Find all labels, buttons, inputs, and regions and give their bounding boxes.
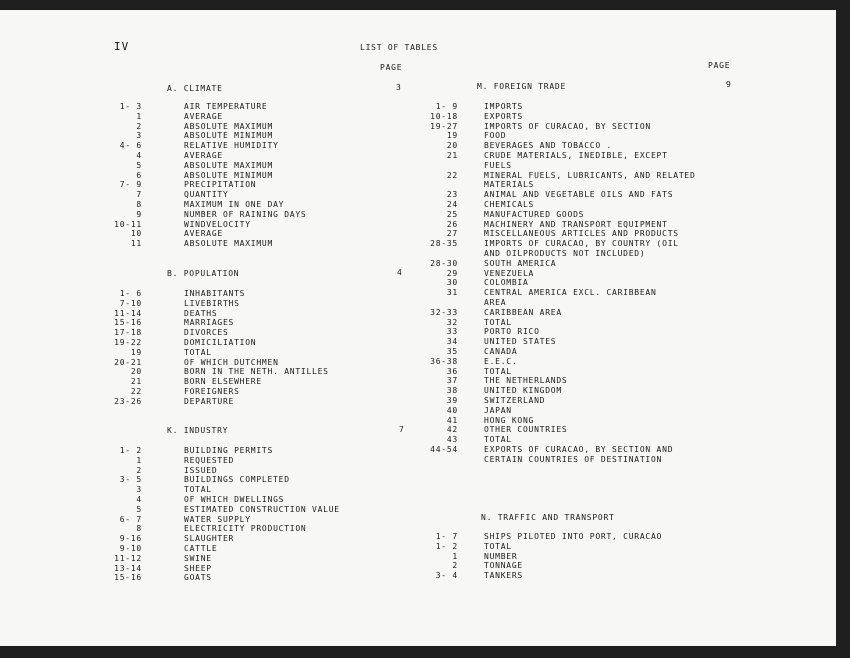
table-list-row (60, 112, 380, 122)
table-number: 2 (136, 121, 142, 131)
table-list-row (398, 298, 738, 308)
table-title: GOATS (184, 573, 212, 583)
table-title: WINDVELOCITY (184, 219, 251, 229)
table-list-row (398, 571, 738, 581)
table-number: 25 (446, 209, 458, 219)
table-title: ABSOLUTE MINIMUM (184, 131, 274, 141)
table-list-row (398, 269, 738, 279)
table-number: 5 (136, 160, 142, 170)
table-number: 35 (446, 346, 458, 356)
table-title: CHEMICALS (484, 199, 535, 209)
table-list-row (60, 495, 380, 505)
table-list-row (398, 249, 738, 259)
table-number: 40 (446, 405, 458, 415)
table-title: ABSOLUTE MAXIMUM (184, 121, 274, 131)
table-title: MINERAL FUELS, LUBRICANTS, AND RELATED (484, 170, 696, 180)
section-heading-traffic: N. TRAFFIC AND TRANSPORT (481, 513, 615, 522)
table-title: AREA (484, 297, 507, 307)
table-title: CARIBBEAN AREA (484, 307, 562, 317)
table-title: DOMICILIATION (184, 337, 257, 347)
table-list-row (60, 387, 380, 397)
table-number: 32-33 (430, 307, 458, 317)
table-title: NUMBER (484, 551, 518, 561)
table-number: 1- 3 (119, 102, 142, 111)
table-list-row (60, 180, 380, 190)
table-title: E.E.C. (484, 356, 518, 366)
table-number: 19-27 (430, 121, 458, 131)
table-title: DEATHS (184, 308, 218, 318)
table-title: LIVEBIRTHS (184, 298, 240, 308)
table-title: HONG KONG (484, 415, 535, 425)
table-title: TOTAL (484, 435, 512, 445)
table-number: 15-16 (114, 573, 142, 583)
table-title: WATER SUPPLY (184, 514, 251, 524)
table-list-row (60, 358, 380, 368)
table-number: 29 (446, 268, 458, 278)
table-title: AVERAGE (184, 111, 223, 121)
table-title: IMPORTS OF CURACAO, BY COUNTRY (OIL (484, 239, 679, 249)
table-list-row (60, 289, 380, 299)
table-title: BEVERAGES AND TOBACCO . (484, 141, 613, 151)
table-title: ABSOLUTE MINIMUM (184, 170, 274, 180)
page-title: LIST OF TABLES (360, 43, 438, 52)
table-list-row (60, 564, 380, 574)
table-number: 20-21 (114, 357, 142, 367)
table-number: 10-11 (114, 219, 142, 229)
table-number: 3 (136, 131, 142, 141)
table-title: AVERAGE (184, 150, 223, 160)
table-title: QUANTITY (184, 190, 229, 200)
table-title: NUMBER OF RAINING DAYS (184, 209, 307, 219)
table-list-row (60, 505, 380, 515)
table-number: 21 (446, 150, 458, 160)
table-list-row (60, 534, 380, 544)
table-title: VENEZUELA (484, 268, 535, 278)
table-title: RELATIVE HUMIDITY (184, 141, 279, 151)
table-number: 41 (446, 415, 458, 425)
section-page-population: 4 (397, 268, 403, 277)
table-title: ISSUED (184, 465, 218, 475)
table-title: MANUFACTURED GOODS (484, 209, 585, 219)
table-title: SOUTH AMERICA (484, 258, 557, 268)
page-roman-numeral: IV (114, 40, 130, 53)
table-title: SHIPS PILOTED INTO PORT, CURACAO (484, 532, 663, 541)
table-list-row (60, 573, 380, 583)
table-list-row (398, 396, 738, 406)
section-page-industry: 7 (399, 425, 405, 434)
table-number: 5 (136, 504, 142, 514)
table-list-row (398, 180, 738, 190)
table-number: 9-16 (119, 534, 142, 544)
table-title: ANIMAL AND VEGETABLE OILS AND FATS (484, 190, 674, 200)
table-number: 21 (130, 377, 142, 387)
table-number: 4 (136, 494, 142, 504)
table-title: SLAUGHTER (184, 534, 235, 544)
table-list-row (398, 318, 738, 328)
section-page-foreign-trade: 9 (726, 80, 732, 89)
table-title: REQUESTED (184, 455, 235, 465)
table-number: 13-14 (114, 563, 142, 573)
table-list-row (398, 425, 738, 435)
table-number: 11 (130, 239, 142, 249)
table-number: 34 (446, 337, 458, 347)
table-list-row (398, 357, 738, 367)
table-title: SWINE (184, 553, 212, 563)
table-title: CATTLE (184, 543, 218, 553)
table-title: FOREIGNERS (184, 386, 240, 396)
table-title: PORTO RICO (484, 327, 540, 337)
table-list-row (60, 456, 380, 466)
section-page-climate: 3 (396, 83, 402, 92)
table-title: TONNAGE (484, 561, 523, 571)
table-title: AND OILPRODUCTS NOT INCLUDED) (484, 248, 646, 258)
table-title: OF WHICH DWELLINGS (184, 494, 285, 504)
table-title: MACHINERY AND TRANSPORT EQUIPMENT (484, 219, 668, 229)
table-list-row (398, 112, 738, 122)
table-number: 4- 6 (119, 141, 142, 151)
table-list-row (60, 210, 380, 220)
table-number: 37 (446, 376, 458, 386)
table-title: TOTAL (484, 541, 512, 551)
table-list-row (60, 190, 380, 200)
table-number: 2 (452, 561, 458, 571)
table-number: 36 (446, 366, 458, 376)
table-list-row (60, 161, 380, 171)
population-table-list (60, 289, 380, 407)
table-list-row (60, 485, 380, 495)
table-title: FUELS (484, 160, 512, 170)
table-title: TOTAL (184, 347, 212, 357)
table-list-row (60, 524, 380, 534)
table-number: 4 (136, 150, 142, 160)
table-number: 1 (452, 551, 458, 561)
table-list-row (60, 102, 380, 112)
table-title: THE NETHERLANDS (484, 376, 568, 386)
table-title: UNITED KINGDOM (484, 386, 562, 396)
table-list-row (60, 338, 380, 348)
table-list-row (398, 376, 738, 386)
table-list-row (398, 406, 738, 416)
table-title: DIVORCES (184, 328, 229, 338)
table-title: TOTAL (484, 366, 512, 376)
table-number: 9 (136, 209, 142, 219)
table-list-row (60, 328, 380, 338)
table-number: 10-18 (430, 111, 458, 121)
table-title: ABSOLUTE MAXIMUM (184, 160, 274, 170)
table-title: JAPAN (484, 405, 512, 415)
table-title: FOOD (484, 131, 507, 141)
table-title: BORN IN THE NETH. ANTILLES (184, 367, 329, 377)
table-number: 22 (446, 170, 458, 180)
table-list-row (60, 475, 380, 485)
table-list-row (60, 171, 380, 181)
table-list-row (398, 200, 738, 210)
climate-table-list (60, 102, 380, 249)
table-title: AVERAGE (184, 229, 223, 239)
table-number: 1- 2 (435, 541, 458, 551)
traffic-table-list (398, 532, 738, 581)
table-number: 38 (446, 386, 458, 396)
table-title: EXPORTS OF CURACAO, BY SECTION AND (484, 444, 674, 454)
table-title: TOTAL (484, 317, 512, 327)
table-list-row (398, 337, 738, 347)
table-title: SWITZERLAND (484, 395, 546, 405)
table-title: OTHER COUNTRIES (484, 425, 568, 435)
table-list-row (398, 278, 738, 288)
table-list-row (60, 466, 380, 476)
table-number: 43 (446, 435, 458, 445)
table-title: MARRIAGES (184, 318, 235, 328)
table-list-row (398, 386, 738, 396)
table-list-row (60, 367, 380, 377)
table-title: CENTRAL AMERICA EXCL. CARIBBEAN (484, 288, 657, 298)
industry-table-list (60, 446, 380, 583)
table-list-row (398, 327, 738, 337)
table-list-row (398, 367, 738, 377)
table-number: 1- 9 (435, 102, 458, 111)
page-column-label-right: PAGE (708, 61, 731, 70)
table-number: 44-54 (430, 444, 458, 454)
table-title: OF WHICH DUTCHMEN (184, 357, 279, 367)
table-list-row (398, 308, 738, 318)
table-number: 3- 5 (119, 475, 142, 485)
table-list-row (398, 416, 738, 426)
table-number: 19 (446, 131, 458, 141)
table-title: MAXIMUM IN ONE DAY (184, 199, 285, 209)
table-title: MISCELLANEOUS ARTICLES AND PRODUCTS (484, 229, 679, 239)
table-list-row (60, 239, 380, 249)
table-title: INHABITANTS (184, 289, 246, 298)
table-number: 1- 2 (119, 446, 142, 455)
table-number: 1- 7 (435, 532, 458, 541)
table-number: 17-18 (114, 328, 142, 338)
table-list-row (398, 347, 738, 357)
section-heading-climate: A. CLIMATE (167, 84, 223, 93)
table-list-row (60, 318, 380, 328)
table-title: PRECIPITATION (184, 180, 257, 190)
table-list-row (60, 348, 380, 358)
table-title: CERTAIN COUNTRIES OF DESTINATION (484, 454, 663, 464)
table-number: 39 (446, 395, 458, 405)
page-column-label-left: PAGE (380, 63, 403, 72)
table-number: 23 (446, 190, 458, 200)
table-list-row (398, 552, 738, 562)
table-number: 6 (136, 170, 142, 180)
table-number: 28-35 (430, 239, 458, 249)
table-list-row (60, 131, 380, 141)
table-number: 1- 6 (119, 289, 142, 298)
table-number: 24 (446, 199, 458, 209)
table-number: 1 (136, 455, 142, 465)
table-number: 28-30 (430, 258, 458, 268)
table-list-row (398, 532, 738, 542)
table-title: TOTAL (184, 485, 212, 495)
table-list-row (60, 220, 380, 230)
foreign-trade-table-list (398, 102, 738, 464)
table-number: 6- 7 (119, 514, 142, 524)
table-number: 20 (446, 141, 458, 151)
table-list-row (60, 554, 380, 564)
table-title: MATERIALS (484, 180, 535, 190)
table-number: 3 (136, 485, 142, 495)
section-heading-industry: K. INDUSTRY (167, 426, 229, 435)
table-number: 22 (130, 386, 142, 396)
table-list-row (60, 446, 380, 456)
table-number: 31 (446, 288, 458, 298)
table-list-row (398, 131, 738, 141)
table-number: 42 (446, 425, 458, 435)
table-number: 1 (136, 111, 142, 121)
table-list-row (60, 377, 380, 387)
table-list-row (398, 239, 738, 249)
table-title: ELECTRICITY PRODUCTION (184, 524, 307, 534)
table-number: 20 (130, 367, 142, 377)
table-list-row (60, 309, 380, 319)
table-title: SHEEP (184, 563, 212, 573)
table-list-row (398, 171, 738, 181)
table-title: DEPARTURE (184, 396, 235, 406)
table-title: TANKERS (484, 571, 523, 581)
table-list-row (398, 161, 738, 171)
table-list-row (398, 561, 738, 571)
table-number: 3- 4 (435, 571, 458, 581)
table-list-row (398, 445, 738, 455)
table-number: 7 (136, 190, 142, 200)
table-list-row (60, 299, 380, 309)
table-number: 19-22 (114, 337, 142, 347)
table-list-row (398, 190, 738, 200)
table-number: 19 (130, 347, 142, 357)
table-list-row (60, 544, 380, 554)
table-number: 7-10 (119, 298, 142, 308)
table-list-row (60, 229, 380, 239)
table-list-row (398, 455, 738, 465)
table-list-row (60, 397, 380, 407)
table-title: EXPORTS (484, 111, 523, 121)
table-title: BORN ELSEWHERE (184, 377, 262, 387)
table-title: AIR TEMPERATURE (184, 102, 268, 111)
table-number: 15-16 (114, 318, 142, 328)
table-title: ESTIMATED CONSTRUCTION VALUE (184, 504, 340, 514)
table-number: 11-14 (114, 308, 142, 318)
table-list-row (398, 229, 738, 239)
table-list-row (60, 141, 380, 151)
table-title: BUILDINGS COMPLETED (184, 475, 290, 485)
table-list-row (398, 288, 738, 298)
table-number: 23-26 (114, 396, 142, 406)
table-number: 2 (136, 465, 142, 475)
table-list-row (398, 122, 738, 132)
table-title: UNITED STATES (484, 337, 557, 347)
table-title: CANADA (484, 346, 518, 356)
table-number: 8 (136, 524, 142, 534)
table-title: IMPORTS OF CURACAO, BY SECTION (484, 121, 651, 131)
table-list-row (398, 141, 738, 151)
table-list-row (398, 102, 738, 112)
table-number: 32 (446, 317, 458, 327)
table-list-row (398, 259, 738, 269)
section-heading-foreign-trade: M. FOREIGN TRADE (477, 82, 567, 91)
table-list-row (60, 200, 380, 210)
table-list-row (398, 220, 738, 230)
table-list-row (398, 151, 738, 161)
table-list-row (398, 210, 738, 220)
table-list-row (398, 435, 738, 445)
table-number: 7- 9 (119, 180, 142, 190)
table-number: 11-12 (114, 553, 142, 563)
table-number: 30 (446, 278, 458, 288)
section-heading-population: B. POPULATION (167, 269, 240, 278)
table-title: ABSOLUTE MAXIMUM (184, 239, 274, 249)
table-list-row (60, 151, 380, 161)
table-title: IMPORTS (484, 102, 523, 111)
table-number: 36-38 (430, 356, 458, 366)
table-number: 9-10 (119, 543, 142, 553)
table-list-row (60, 515, 380, 525)
table-number: 8 (136, 199, 142, 209)
table-number: 26 (446, 219, 458, 229)
table-number: 10 (130, 229, 142, 239)
table-number: 27 (446, 229, 458, 239)
table-title: CRUDE MATERIALS, INEDIBLE, EXCEPT (484, 150, 668, 160)
table-title: COLOMBIA (484, 278, 529, 288)
table-title: BUILDING PERMITS (184, 446, 274, 455)
table-list-row (398, 542, 738, 552)
table-list-row (60, 122, 380, 132)
table-number: 33 (446, 327, 458, 337)
